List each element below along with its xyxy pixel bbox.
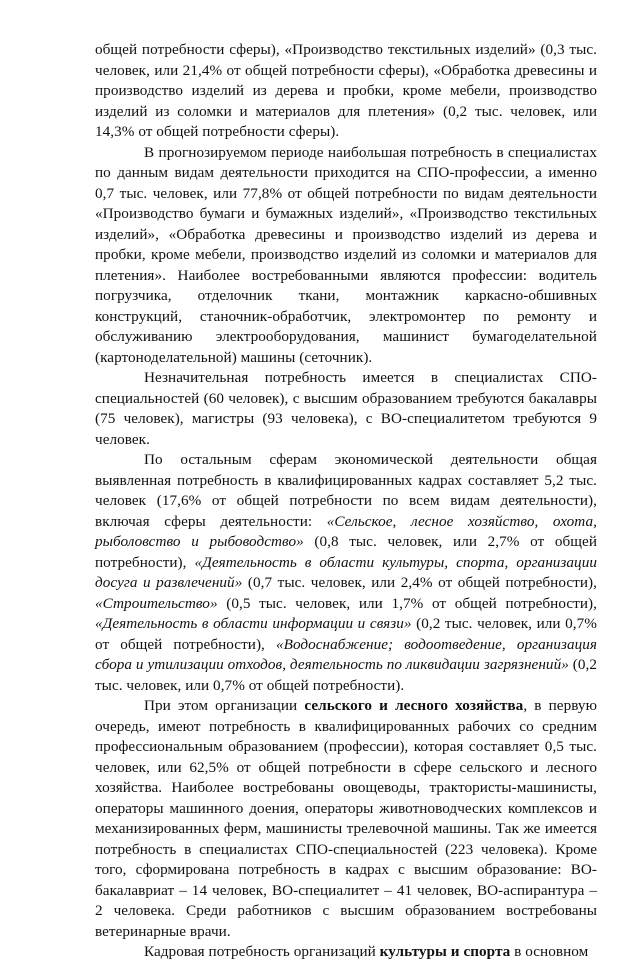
paragraph-3 [95, 368, 597, 450]
text: (0,2 тыс. человек, или 0,7% от общей потребности). [95, 656, 597, 694]
bold-sphere: сельского и лесного хозяйства [304, 697, 524, 714]
paragraph-1 [95, 40, 597, 143]
document-page [95, 40, 597, 963]
paragraph-6 [95, 942, 597, 963]
italic-sphere: «Строительство» [95, 594, 218, 612]
italic-sphere: «Водоснабжение; водоотведение, организация сбора и утилизации отходов, деятельность по ликвидации загрязнений» [95, 635, 597, 673]
paragraph-4 [95, 450, 597, 696]
text: Незначительная потребность имеется в специалистах СПО-специальностей (60 человек), с высшим образованием требуются бакалавры (75 человек), магистры (93 человека), с ВО-специалитетом требуются 9 человек. [95, 369, 597, 448]
bold-sphere: культуры и спорта [379, 943, 511, 960]
italic-sphere: «Сельское, лесное хозяйство, охота, рыболовство и рыбоводство» [95, 512, 597, 550]
text: При этом организации [144, 697, 305, 714]
italic-sphere: «Деятельность в области информации и связи» [95, 615, 412, 632]
text: Кадровая потребность организаций [144, 943, 380, 960]
text: (0,8 тыс. человек, или 2,7% от общей потребности), [95, 533, 597, 571]
text: (0,2 тыс. человек, или 0,7% от общей потребности), [95, 615, 597, 653]
text: В прогнозируемом периоде наибольшая потребность в специалистах по данным видам деятельности приходится на СПО-профессии, а именно 0,7 тыс. человек, или 77,8% от общей потребности по видам деятельности «Производство бумаги и бумажных изделий», «Производство текстильных изделий», «Обработка древесины и производство изделий из дерева и пробки, кроме мебели, производство изделий из соломки и материалов для плетения». Наиболее востребованными являются профессии: водитель погрузчика, отделочник ткани, монтажник каркасно-обшивных конструкций, станочник-обработчик, электромонтер по ремонту и обслуживанию электрооборудования, машинист бумагоделательной (картоноделательной) машины (сеточник). [95, 143, 597, 366]
italic-sphere: «Деятельность в области культуры, спорта, организации досуга и развлечений» [95, 553, 597, 591]
text: в основном [510, 943, 589, 960]
text: (0,7 тыс. человек, или 2,4% от общей потребности), [242, 574, 597, 591]
text: (0,5 тыс. человек, или 1,7% от общей потребности), [217, 594, 597, 612]
text: , в первую очередь, имеют потребность в квалифицированных рабочих со средним профессиональным образованием (профессии), которая составляет 0,5 тыс. человек, или 62,5% от общей потребности в сфере сельского и лесного хозяйства. Наиболее востребованы овощеводы, трактористы-машинисты, операторы машинного доения, операторы животноводческих комплексов и механизированных ферм, машинисты трелевочной машины. Так же имеется потребность в специалистах СПО-специальностей (223 человека). Кроме того, сформирована потребность в кадрах с высшим образование: ВО-бакалавриат – 14 человек, ВО-специалитет – 41 человек, ВО-аспирантура – 2 человека. Среди работников с высшим образованием востребованы ветеринарные врачи. [95, 697, 597, 940]
paragraph-5 [95, 696, 597, 942]
paragraph-2 [95, 143, 597, 369]
text: общей потребности сферы), «Производство текстильных изделий» (0,3 тыс. человек, или 21,4% от общей потребности сферы), «Обработка древесины и производство изделий из дерева и пробки, кроме мебели, производство изделий из соломки и материалов для плетения» (0,2 тыс. человек, или 14,3% от общей потребности сферы). [95, 41, 597, 140]
text: По остальным сферам экономической деятельности общая выявленная потребность в квалифицированных кадрах составляет 5,2 тыс. человек (17,6% от общей потребности по всем видам деятельности), включая сферы деятельности: [95, 451, 597, 530]
